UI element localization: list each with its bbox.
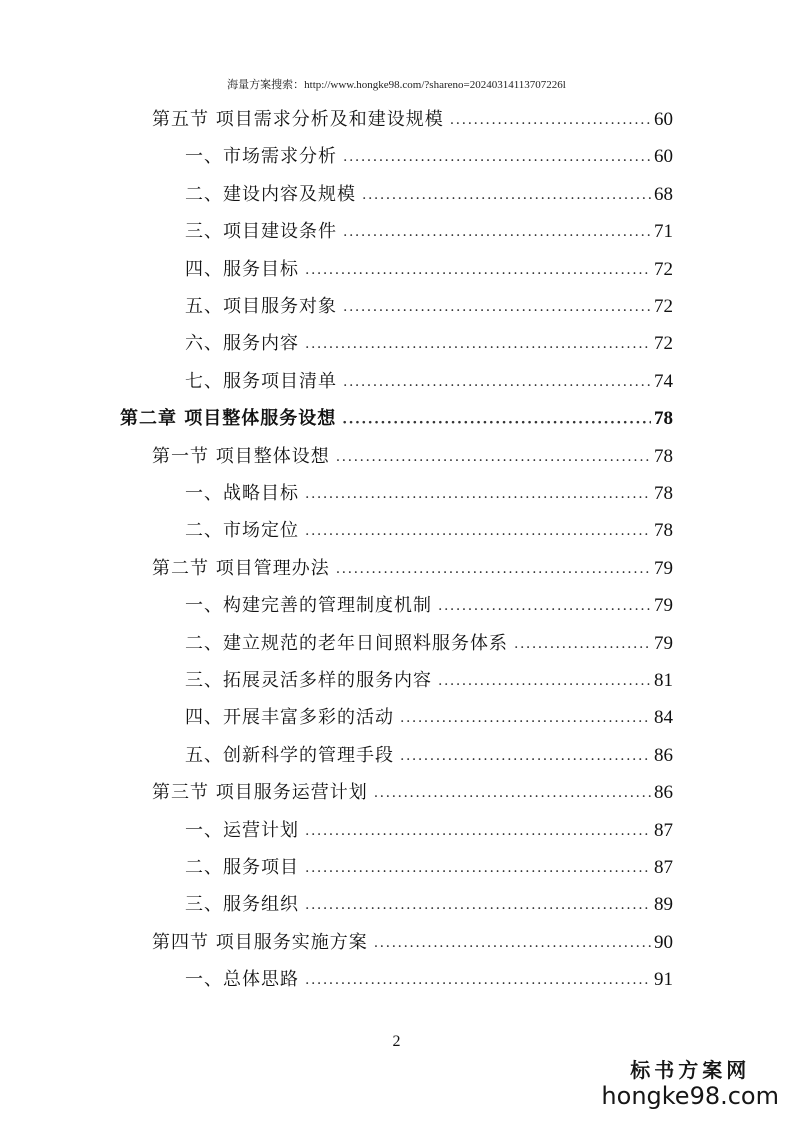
toc-entry-page: 78 [654, 445, 673, 467]
toc-dot-leader [450, 105, 651, 135]
toc-entry-page: 78 [654, 408, 673, 430]
toc-entry-label: 第二章 项目整体服务设想 [120, 408, 337, 430]
toc-dot-leader [343, 217, 651, 247]
toc-dot-leader [438, 666, 651, 696]
toc-entry[interactable] [120, 404, 673, 434]
toc-entry-label: 一、运营计划 [185, 819, 299, 841]
toc-entry[interactable] [185, 703, 673, 733]
toc-dot-leader [336, 442, 651, 472]
toc-entry[interactable] [152, 554, 673, 584]
toc-entry-label: 第三节 项目服务运营计划 [152, 782, 368, 804]
toc-entry[interactable] [185, 816, 673, 846]
toc-entry-page: 72 [654, 258, 673, 280]
toc-dot-leader [343, 142, 651, 172]
toc-entry-page: 72 [654, 333, 673, 355]
toc-entry[interactable] [152, 105, 673, 135]
toc-dot-leader [438, 591, 651, 621]
toc-entry[interactable] [152, 442, 673, 472]
toc-entry-label: 一、市场需求分析 [185, 146, 337, 168]
toc-entry[interactable] [185, 255, 673, 285]
toc-dot-leader [305, 853, 651, 883]
toc-dot-leader [362, 180, 651, 210]
toc-dot-leader [305, 816, 651, 846]
toc-entry[interactable] [185, 591, 673, 621]
toc-entry-label: 五、创新科学的管理手段 [185, 744, 394, 766]
toc-dot-leader [336, 554, 651, 584]
header-search-url[interactable]: 海量方案搜索：http://www.hongke98.com/?shareno=20240314113707226l [227, 79, 566, 91]
toc-dot-leader [305, 965, 651, 995]
toc-dot-leader [343, 292, 651, 322]
toc-entry-page: 91 [654, 969, 673, 991]
toc-entry[interactable] [152, 928, 673, 958]
toc-entry-page: 78 [654, 520, 673, 542]
toc-dot-leader [514, 629, 651, 659]
toc-entry[interactable] [185, 329, 673, 359]
toc-entry[interactable] [185, 479, 673, 509]
toc-entry-label: 三、拓展灵活多样的服务内容 [185, 670, 432, 691]
toc-entry-page: 79 [654, 632, 673, 654]
toc-entry[interactable] [185, 741, 673, 771]
watermark-cn-text: 标书方案网 [630, 1058, 751, 1082]
toc-entry-label: 一、构建完善的管理制度机制 [185, 595, 432, 617]
toc-entry-page: 68 [654, 183, 673, 205]
toc-entry[interactable] [185, 142, 673, 172]
toc-entry-page: 84 [654, 707, 673, 729]
toc-entry-page: 71 [654, 221, 673, 243]
toc-entry[interactable] [152, 778, 673, 808]
toc-entry-page: 87 [654, 819, 673, 841]
toc-entry-label: 二、建设内容及规模 [185, 183, 356, 205]
watermark-logo [601, 1058, 779, 1110]
toc-dot-leader [305, 329, 651, 359]
toc-entry[interactable] [185, 853, 673, 883]
page-number: 2 [392, 1033, 401, 1050]
toc-entry-label: 三、项目建设条件 [185, 221, 337, 243]
toc-entry-label: 四、服务目标 [185, 258, 299, 280]
toc-entry[interactable] [185, 629, 673, 659]
toc-entry[interactable] [185, 180, 673, 210]
toc-dot-leader [342, 404, 651, 434]
toc-entry-label: 二、服务项目 [185, 857, 299, 878]
toc-entry-label: 二、市场定位 [185, 520, 299, 542]
toc-dot-leader [343, 367, 651, 397]
toc-dot-leader [305, 479, 651, 509]
toc-entry[interactable] [185, 217, 673, 247]
toc-entry-page: 86 [654, 782, 673, 804]
toc-entry[interactable] [185, 890, 673, 920]
toc-entry[interactable] [185, 666, 673, 696]
toc-entry-page: 81 [654, 670, 673, 691]
toc-dot-leader [400, 703, 651, 733]
watermark-en-text: hongke98.com [601, 1082, 779, 1110]
toc-entry[interactable] [185, 516, 673, 546]
toc-entry-label: 三、服务组织 [185, 894, 299, 916]
toc-entry-page: 60 [654, 146, 673, 168]
toc-entry-page: 79 [654, 595, 673, 617]
toc-entry-label: 四、开展丰富多彩的活动 [185, 707, 394, 729]
toc-entry[interactable] [185, 292, 673, 322]
toc-entry[interactable] [185, 965, 673, 995]
toc-entry-label: 七、服务项目清单 [185, 370, 337, 392]
toc-entry[interactable] [185, 367, 673, 397]
toc-entry-page: 87 [654, 857, 673, 878]
toc-entry-page: 90 [654, 931, 673, 953]
toc-entry-page: 72 [654, 296, 673, 317]
toc-entry-label: 第四节 项目服务实施方案 [152, 931, 368, 953]
toc-dot-leader [305, 890, 651, 920]
toc-entry-page: 60 [654, 109, 673, 130]
toc-entry-label: 五、项目服务对象 [185, 296, 337, 317]
toc-dot-leader [400, 741, 651, 771]
toc-dot-leader [305, 516, 651, 546]
toc-dot-leader [305, 255, 651, 285]
toc-entry-label: 一、战略目标 [185, 483, 299, 504]
toc-dot-leader [374, 928, 651, 958]
toc-entry-page: 74 [654, 370, 673, 392]
toc-dot-leader [374, 778, 651, 808]
toc-entry-label: 第一节 项目整体设想 [152, 445, 330, 467]
toc-entry-label: 二、建立规范的老年日间照料服务体系 [185, 632, 508, 654]
toc-entry-label: 第五节 项目需求分析及和建设规模 [152, 109, 444, 130]
toc-entry-page: 86 [654, 744, 673, 766]
toc-entry-label: 一、总体思路 [185, 969, 299, 991]
toc-entry-page: 78 [654, 483, 673, 504]
toc-entry-page: 79 [654, 557, 673, 579]
toc-entry-page: 89 [654, 894, 673, 916]
toc-entry-label: 六、服务内容 [185, 333, 299, 355]
toc-entry-label: 第二节 项目管理办法 [152, 557, 330, 579]
